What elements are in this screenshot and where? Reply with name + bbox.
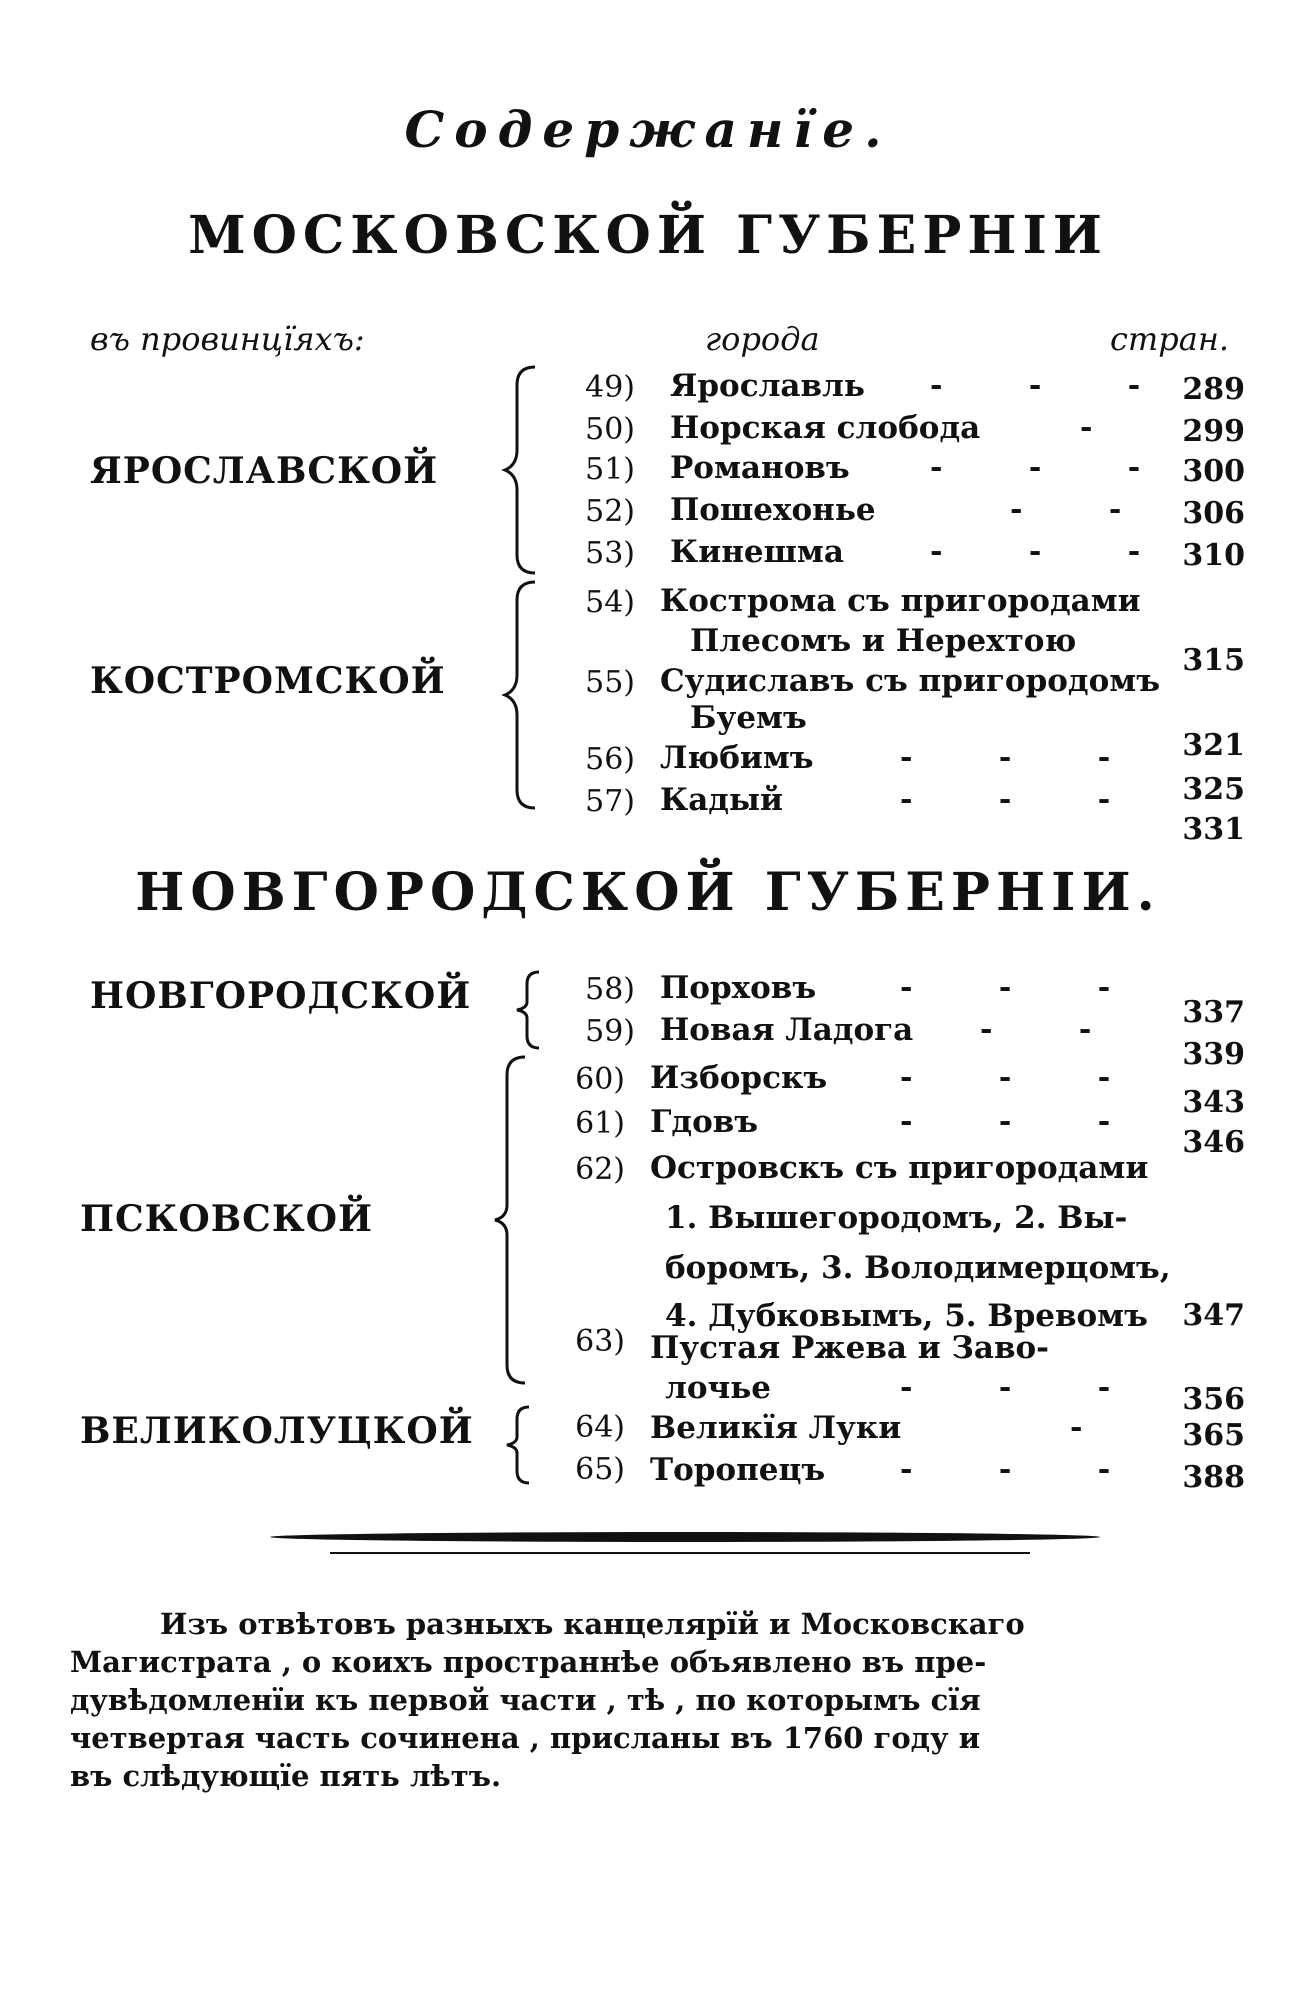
- entry-page: 300: [1182, 454, 1245, 489]
- entry-town: Кинешма: [670, 534, 844, 570]
- entry-page: 388: [1182, 1460, 1245, 1495]
- leader-dashes: - - -: [900, 970, 1149, 1005]
- brace-icon: [505, 365, 545, 575]
- entry-number: 58): [585, 972, 635, 1007]
- entry-town: Пустая Ржева и Заво-: [650, 1330, 1050, 1366]
- entry-town-cont: Плесомъ и Нерехтою: [690, 623, 1077, 659]
- brace-icon: [505, 580, 545, 810]
- entry-town: Островскъ съ пригородами: [650, 1150, 1149, 1186]
- entry-page: 315: [1182, 643, 1245, 678]
- section-title-novgorod: НОВГОРОДСКОЙ ГУБЕРНIИ.: [135, 862, 1161, 923]
- entry-town: Кадый: [660, 782, 784, 818]
- leader-dashes: - - -: [900, 782, 1149, 817]
- leader-dashes: -: [1080, 410, 1131, 445]
- entry-town-cont: 4. Дубковымъ, 5. Вревомъ: [665, 1298, 1148, 1334]
- decorative-rule-thin: [330, 1552, 1030, 1554]
- province-yaroslavl: ЯРОСЛАВСКОЙ: [90, 450, 439, 492]
- province-pskov: ПСКОВСКОЙ: [80, 1198, 373, 1240]
- entry-page: 356: [1182, 1382, 1245, 1417]
- entry-town: Судиславъ съ пригородомъ: [660, 663, 1160, 699]
- entry-town-cont: лочье: [665, 1370, 771, 1406]
- entry-town-cont: Буемъ: [690, 700, 807, 736]
- entry-page: 310: [1182, 538, 1245, 573]
- leader-dashes: - - -: [930, 368, 1179, 403]
- footer-line: Магистрата , о коихъ пространнѣе объявлено въ пре-: [70, 1645, 987, 1679]
- entry-number: 56): [585, 742, 635, 777]
- entry-page: 289: [1182, 372, 1245, 407]
- footer-line: Изъ отвѣтовъ разныхъ канцелярїй и Московскаго: [160, 1607, 1025, 1641]
- leader-dashes: - - -: [900, 1104, 1149, 1139]
- entry-town: Порховъ: [660, 970, 817, 1006]
- brace-icon: [495, 1055, 535, 1385]
- entry-page: 321: [1182, 728, 1245, 763]
- footer-line: въ слѣдующїе пять лѣтъ.: [70, 1759, 502, 1793]
- leader-dashes: - - -: [900, 1452, 1149, 1487]
- entry-page: 339: [1182, 1037, 1245, 1072]
- entry-town: Гдовъ: [650, 1104, 759, 1140]
- leader-dashes: -: [1070, 1410, 1121, 1445]
- entry-town: Новая Ладога: [660, 1012, 914, 1048]
- entry-page: 347: [1182, 1298, 1245, 1333]
- entry-number: 63): [575, 1324, 625, 1359]
- entry-town: Изборскъ: [650, 1060, 828, 1096]
- footer-note: [70, 1605, 1240, 1795]
- entry-page: 325: [1182, 772, 1245, 807]
- entry-number: 59): [585, 1014, 635, 1049]
- column-header-towns: города: [705, 320, 820, 358]
- entry-page: 299: [1182, 414, 1245, 449]
- entry-town: Норская слобода: [670, 410, 981, 446]
- entry-number: 52): [585, 494, 635, 529]
- entry-town: Любимъ: [660, 740, 814, 776]
- column-header-pages: стран.: [1110, 320, 1230, 358]
- entry-number: 51): [585, 452, 635, 487]
- column-header-provinces: въ провинцїяхъ:: [90, 320, 365, 358]
- leader-dashes: - - -: [900, 1060, 1149, 1095]
- entry-page: 346: [1182, 1125, 1245, 1160]
- entry-number: 53): [585, 536, 635, 571]
- entry-number: 49): [585, 370, 635, 405]
- leader-dashes: - - -: [900, 1370, 1149, 1405]
- decorative-rule: [270, 1532, 1100, 1542]
- entry-number: 57): [585, 784, 635, 819]
- brace-icon: [515, 970, 545, 1050]
- entry-town-cont: боромъ, 3. Володимерцомъ,: [665, 1250, 1171, 1286]
- entry-number: 62): [575, 1152, 625, 1187]
- entry-town: Пошехонье: [670, 492, 876, 528]
- entry-number: 50): [585, 412, 635, 447]
- footer-line: дувѣдомленїи къ первой части , тѣ , по которымъ сїя: [70, 1683, 981, 1717]
- page-title: Содержанїе.: [404, 100, 892, 159]
- entry-page: 331: [1182, 812, 1245, 847]
- entry-page: 365: [1182, 1418, 1245, 1453]
- leader-dashes: - -: [980, 1012, 1130, 1047]
- entry-page: 306: [1182, 496, 1245, 531]
- province-kostroma: КОСТРОМСКОЙ: [90, 660, 446, 702]
- leader-dashes: - - -: [900, 740, 1149, 775]
- leader-dashes: - - -: [930, 450, 1179, 485]
- entry-number: 55): [585, 665, 635, 700]
- leader-dashes: - -: [1010, 492, 1160, 527]
- entry-number: 65): [575, 1452, 625, 1487]
- footer-line: четвертая часть сочинена , присланы въ 1760 году и: [70, 1721, 981, 1755]
- leader-dashes: - - -: [930, 534, 1179, 569]
- entry-number: 64): [575, 1410, 625, 1445]
- entry-town-cont: 1. Вышегородомъ, 2. Вы-: [665, 1200, 1128, 1236]
- entry-town: Кострома съ пригородами: [660, 583, 1141, 619]
- entry-number: 60): [575, 1062, 625, 1097]
- entry-number: 54): [585, 585, 635, 620]
- entry-page: 343: [1182, 1085, 1245, 1120]
- entry-page: 337: [1182, 995, 1245, 1030]
- entry-town: Романовъ: [670, 450, 850, 486]
- entry-town: Торопецъ: [650, 1452, 826, 1488]
- entry-town: Великїя Луки: [650, 1410, 902, 1446]
- entry-number: 61): [575, 1106, 625, 1141]
- province-novgorod: НОВГОРОДСКОЙ: [90, 975, 472, 1017]
- entry-town: Ярославль: [670, 368, 865, 404]
- brace-icon: [505, 1405, 535, 1485]
- section-title-moscow: МОСКОВСКОЙ ГУБЕРНIИ: [188, 205, 1108, 266]
- province-velikie-luki: ВЕЛИКОЛУЦКОЙ: [80, 1410, 474, 1452]
